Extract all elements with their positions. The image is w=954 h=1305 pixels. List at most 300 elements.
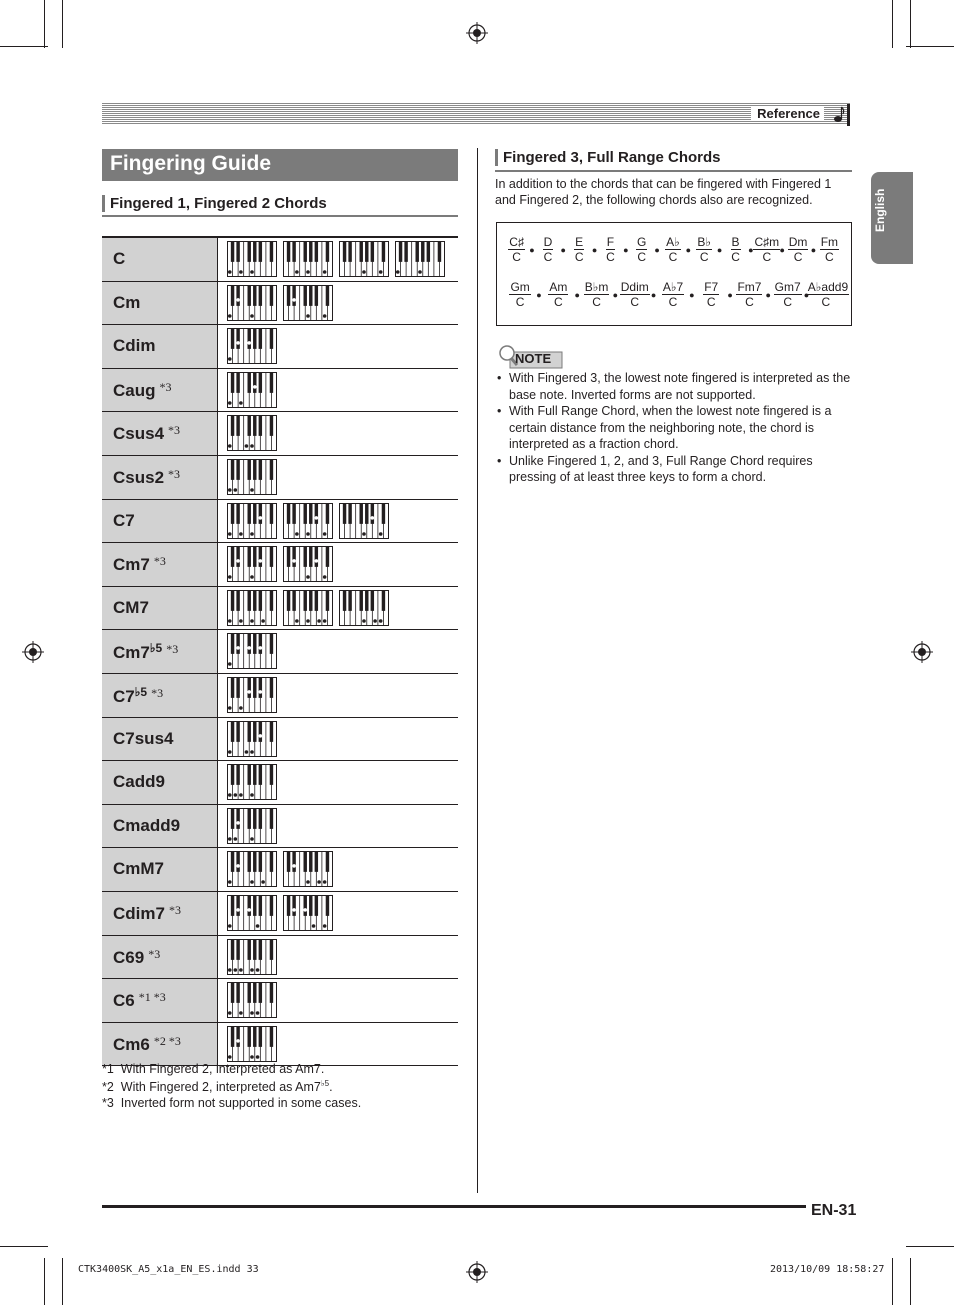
pressed-white-key-dot — [239, 619, 243, 623]
black-key — [259, 721, 262, 742]
black-key — [259, 328, 262, 349]
pressed-white-key-dot — [362, 619, 366, 623]
pressed-black-key-dot — [303, 908, 307, 912]
pressed-white-key-dot — [228, 793, 232, 797]
footer-rule — [102, 1205, 850, 1208]
black-key — [365, 241, 368, 262]
pressed-white-key-dot — [228, 837, 232, 841]
black-key — [270, 1026, 273, 1047]
fraction-chord-bass: C — [512, 250, 521, 264]
black-key — [438, 241, 441, 262]
pressed-white-key-dot — [317, 619, 321, 623]
pressed-white-key-dot — [306, 532, 310, 536]
black-key — [248, 328, 251, 349]
fraction-chord-top: G — [637, 235, 647, 249]
pressed-white-key-dot — [245, 750, 249, 754]
chord-symbol: Cadd9 — [113, 772, 165, 792]
keyboard-diagram — [227, 328, 277, 364]
black-key — [304, 590, 307, 611]
black-key — [248, 895, 251, 916]
separator-dot: ● — [689, 290, 695, 300]
chord-name — [113, 641, 178, 663]
black-key — [259, 503, 262, 524]
pressed-black-key-dot — [247, 690, 251, 694]
black-key — [259, 459, 262, 480]
fraction-chord-top: Gm7 — [774, 280, 801, 294]
crop-mark — [910, 1258, 911, 1305]
footnote-marker: *2 *3 — [153, 1033, 181, 1048]
black-key — [315, 590, 318, 611]
pressed-white-key-dot — [250, 750, 254, 754]
footnote-marker: *3 — [148, 946, 161, 961]
pressed-white-key-dot — [396, 270, 400, 274]
pressed-white-key-dot — [250, 793, 254, 797]
black-key — [248, 633, 251, 654]
chord-name-cell — [102, 412, 218, 455]
chord-name-cell — [102, 805, 218, 848]
chord-row — [102, 543, 458, 587]
note-label: NOTE — [515, 351, 552, 366]
black-key — [259, 939, 262, 960]
chord-row — [102, 587, 458, 631]
chord-name — [113, 685, 163, 707]
keyboard-cell — [218, 238, 458, 281]
chord-name — [113, 380, 172, 401]
fraction-chord-bass: C — [543, 250, 553, 264]
separator-dot: ● — [650, 290, 657, 300]
black-key — [259, 764, 262, 785]
separator-dot: ● — [779, 245, 785, 255]
black-key — [253, 895, 256, 916]
chord-row — [102, 761, 458, 805]
chord-symbol: Cm7 — [113, 643, 150, 663]
fraction-chord-top: E — [575, 235, 584, 249]
pressed-white-key-dot — [250, 619, 254, 623]
flat-five-superscript: ♭5 — [149, 641, 163, 656]
page-title: Fingering Guide — [110, 152, 271, 175]
black-key — [326, 285, 329, 306]
pressed-white-key-dot — [379, 270, 383, 274]
keyboard-diagram — [227, 939, 277, 975]
keyboard-frame — [228, 677, 277, 712]
black-key — [399, 241, 402, 262]
black-key — [248, 764, 251, 785]
chord-symbol: Cdim — [113, 336, 156, 356]
black-key — [270, 285, 273, 306]
pressed-white-key-dot — [312, 924, 316, 928]
chord-name-cell — [102, 325, 218, 368]
pressed-black-key-dot — [371, 516, 375, 520]
fraction-chord-top: C♯m — [754, 235, 780, 249]
chord-row — [102, 325, 458, 369]
pressed-white-key-dot — [228, 357, 232, 361]
keyboard-diagram — [227, 590, 277, 626]
keyboard-frame — [228, 634, 277, 669]
pressed-black-key-dot — [236, 821, 240, 825]
pressed-white-key-dot — [234, 488, 238, 492]
keyboard-cell — [218, 848, 458, 891]
chord-name — [113, 511, 135, 531]
slug-file: CTK3400SK_A5_x1a_EN_ES.indd 33 — [78, 1264, 259, 1275]
language-tab — [871, 172, 913, 264]
separator-dot: ● — [810, 245, 817, 255]
pressed-white-key-dot — [228, 488, 232, 492]
keyboard-diagram — [227, 677, 277, 713]
pressed-white-key-dot — [250, 532, 254, 536]
black-key — [231, 241, 234, 262]
crop-mark — [0, 1246, 48, 1247]
pressed-black-key-dot — [236, 559, 240, 563]
pressed-white-key-dot — [228, 706, 232, 710]
black-key — [360, 241, 363, 262]
crop-mark — [906, 1246, 954, 1247]
keyboard-diagram — [227, 1026, 277, 1062]
black-key — [348, 590, 351, 611]
black-key — [404, 241, 407, 262]
black-key — [259, 1026, 262, 1047]
fraction-chord-bass: C — [606, 250, 615, 264]
black-key — [315, 285, 318, 306]
black-key — [292, 851, 295, 872]
black-key — [421, 241, 424, 262]
subheading-rule — [495, 170, 852, 172]
black-key — [253, 764, 256, 785]
pressed-white-key-dot — [250, 1011, 254, 1015]
chord-symbol: CmM7 — [113, 859, 165, 879]
pressed-white-key-dot — [261, 881, 265, 885]
pressed-white-key-dot — [228, 445, 232, 449]
black-key — [248, 677, 251, 698]
fraction-chord-bass: C — [699, 250, 709, 264]
black-key — [343, 590, 346, 611]
black-key — [371, 590, 374, 611]
pressed-white-key-dot — [228, 270, 232, 274]
black-key — [236, 503, 239, 524]
chord-symbol: C7 — [113, 510, 135, 530]
chord-name — [113, 903, 181, 924]
black-key — [326, 546, 329, 567]
black-key — [253, 285, 256, 306]
footnote-marker: *3 — [151, 685, 164, 700]
black-key — [259, 241, 262, 262]
keyboard-diagram — [227, 633, 277, 669]
black-key — [253, 1026, 256, 1047]
fraction-chord-top: Dm — [788, 235, 808, 249]
black-key — [365, 503, 368, 524]
black-key — [292, 241, 295, 262]
fraction-chord-top: Ddim — [620, 280, 649, 294]
fraction-chord-top: Fm — [820, 235, 839, 249]
pressed-white-key-dot — [323, 575, 327, 579]
chord-name-cell — [102, 587, 218, 630]
black-key — [231, 982, 234, 1003]
black-key — [348, 503, 351, 524]
pressed-black-key-dot — [292, 864, 296, 868]
fraction-chord-bass: C — [783, 295, 792, 309]
section-label: Reference — [751, 106, 824, 121]
black-key — [231, 764, 234, 785]
black-key — [270, 677, 273, 698]
fraction-chord — [654, 280, 695, 309]
pressed-white-key-dot — [239, 401, 243, 405]
fraction-chord-bass: C — [592, 295, 601, 309]
black-key — [236, 241, 239, 262]
pressed-black-key-dot — [259, 559, 263, 563]
chord-name — [113, 816, 180, 836]
black-key — [231, 1026, 234, 1047]
note-item: • Unlike Fingered 1, 2, and 3, Full Range Chord requires pressing of at least three keys to form a chord. — [497, 453, 853, 486]
pressed-white-key-dot — [250, 575, 254, 579]
black-key — [365, 590, 368, 611]
black-key — [236, 546, 239, 567]
black-key — [309, 851, 312, 872]
footnote-marker: *3 — [168, 466, 181, 481]
pressed-white-key-dot — [228, 750, 232, 754]
fraction-chord — [626, 235, 660, 264]
black-key — [270, 328, 273, 349]
black-key — [248, 939, 251, 960]
keyboard-diagram — [227, 808, 277, 844]
pressed-white-key-dot — [306, 881, 310, 885]
black-key — [253, 851, 256, 872]
fraction-chord — [501, 235, 535, 264]
black-key — [343, 241, 346, 262]
keyboard-frame — [228, 895, 277, 930]
chord-row — [102, 718, 458, 762]
pressed-white-key-dot — [306, 619, 310, 623]
intro-paragraph: In addition to the chords that can be fingered with Fingered 1 and Fingered 2, the following chords also are recognized. — [495, 177, 832, 207]
keyboard-cell — [218, 805, 458, 848]
keyboard-diagram — [227, 415, 277, 451]
keyboard-cell — [218, 718, 458, 761]
keyboard-diagram — [227, 895, 277, 931]
black-key — [304, 503, 307, 524]
black-key — [427, 241, 430, 262]
black-key — [326, 895, 329, 916]
pressed-black-key-dot — [236, 864, 240, 868]
keyboard-cell — [218, 1023, 458, 1066]
black-key — [248, 1026, 251, 1047]
black-key — [270, 590, 273, 611]
black-key — [292, 590, 295, 611]
chord-row — [102, 1023, 458, 1067]
black-key — [309, 285, 312, 306]
pressed-white-key-dot — [317, 881, 321, 885]
black-key — [259, 808, 262, 829]
chord-row — [102, 238, 458, 282]
fraction-chord-top: Fm7 — [737, 280, 762, 294]
black-key — [259, 982, 262, 1003]
chord-name-cell — [102, 369, 218, 412]
pressed-white-key-dot — [228, 1011, 232, 1015]
footnote-marker: *1 *3 — [138, 990, 166, 1005]
fraction-chord — [532, 235, 563, 264]
black-key — [292, 503, 295, 524]
pressed-black-key-dot — [236, 1039, 240, 1043]
black-key — [253, 808, 256, 829]
pressed-white-key-dot — [323, 532, 327, 536]
chord-name-cell — [102, 674, 218, 717]
pressed-black-key-dot — [315, 559, 319, 563]
chord-name — [113, 423, 180, 444]
keyboard-cell — [218, 587, 458, 630]
pressed-white-key-dot — [362, 270, 366, 274]
chord-name-cell — [102, 718, 218, 761]
chord-name-cell — [102, 761, 218, 804]
keyboard-frame — [228, 372, 277, 407]
pressed-white-key-dot — [228, 924, 232, 928]
separator-dot: ● — [574, 290, 580, 300]
pressed-white-key-dot — [306, 575, 310, 579]
pressed-white-key-dot — [295, 270, 299, 274]
chord-name — [113, 772, 165, 792]
keyboard-frame — [228, 329, 277, 364]
fraction-chord — [751, 235, 785, 264]
fraction-chord — [769, 280, 810, 309]
black-key — [382, 503, 385, 524]
pressed-white-key-dot — [250, 445, 254, 449]
black-key — [259, 415, 262, 436]
pressed-white-key-dot — [256, 924, 260, 928]
chord-symbol: Csus2 — [113, 467, 165, 487]
pressed-white-key-dot — [379, 619, 383, 623]
chord-name-cell — [102, 1023, 218, 1066]
footnote-marker: *3 — [159, 379, 172, 394]
black-key — [231, 851, 234, 872]
black-key — [253, 372, 256, 393]
black-key — [382, 241, 385, 262]
fraction-chord — [657, 235, 688, 264]
pressed-white-key-dot — [323, 314, 327, 318]
chord-symbol: C7sus4 — [113, 728, 174, 748]
pressed-black-key-dot — [292, 908, 296, 912]
separator-dot: ● — [716, 245, 723, 255]
pressed-white-key-dot — [256, 968, 260, 972]
pressed-black-key-dot — [236, 908, 240, 912]
pressed-white-key-dot — [306, 314, 310, 318]
chord-name-cell — [102, 936, 218, 979]
footnote-marker: *3 — [168, 423, 181, 438]
chord-row — [102, 630, 458, 674]
fraction-chord-top: B♭m — [584, 280, 609, 294]
pressed-white-key-dot — [379, 532, 383, 536]
chord-name — [113, 990, 166, 1011]
chord-row — [102, 805, 458, 849]
chord-name — [113, 249, 125, 269]
fraction-chord — [564, 235, 598, 264]
footnote: *1 With Fingered 2, interpreted as Am7. — [102, 1062, 325, 1076]
separator-dot: ● — [536, 290, 542, 300]
black-key — [236, 633, 239, 654]
black-key — [270, 721, 273, 742]
separator-dot: ● — [765, 290, 771, 300]
black-key — [259, 590, 262, 611]
black-key — [326, 851, 329, 872]
black-key — [236, 939, 239, 960]
music-note-icon — [830, 104, 850, 126]
separator-dot: ● — [623, 245, 629, 255]
black-key — [236, 808, 239, 829]
pressed-white-key-dot — [295, 619, 299, 623]
separator-dot: ● — [560, 245, 566, 255]
black-key — [253, 503, 256, 524]
fraction-chord — [782, 235, 813, 264]
pressed-white-key-dot — [228, 532, 232, 536]
fraction-chord — [692, 280, 733, 309]
pressed-white-key-dot — [239, 270, 243, 274]
pressed-white-key-dot — [250, 837, 254, 841]
black-key — [231, 285, 234, 306]
black-key — [231, 546, 234, 567]
black-key — [287, 851, 290, 872]
keyboard-cell — [218, 500, 458, 543]
keyboard-diagram — [227, 721, 277, 757]
note-list — [497, 370, 853, 486]
column-divider — [477, 148, 478, 1193]
black-key — [270, 241, 273, 262]
black-key — [248, 241, 251, 262]
pressed-white-key-dot — [323, 924, 327, 928]
fraction-chord — [539, 280, 580, 309]
black-key — [231, 372, 234, 393]
pressed-black-key-dot — [236, 646, 240, 650]
pressed-white-key-dot — [234, 837, 238, 841]
black-key — [326, 590, 329, 611]
keyboard-diagram — [227, 285, 277, 321]
pressed-white-key-dot — [256, 1055, 260, 1059]
chord-row — [102, 674, 458, 718]
black-key — [287, 503, 290, 524]
chord-name — [113, 598, 149, 618]
fraction-chord — [720, 235, 754, 264]
left-subheading: Fingered 1, Fingered 2 Chords — [102, 195, 327, 212]
black-key — [371, 503, 374, 524]
pressed-white-key-dot — [239, 793, 243, 797]
keyboard-diagram — [227, 764, 277, 800]
black-key — [315, 503, 318, 524]
fraction-chord — [616, 280, 657, 309]
keyboard-diagram — [283, 503, 333, 539]
black-key — [248, 982, 251, 1003]
pressed-white-key-dot — [295, 532, 299, 536]
black-key — [292, 546, 295, 567]
fraction-chord-top: F — [606, 235, 615, 249]
chord-name-cell — [102, 630, 218, 673]
fraction-chord-top: A♭7 — [662, 280, 684, 294]
pressed-black-key-dot — [236, 298, 240, 302]
chord-row — [102, 369, 458, 413]
chord-name — [113, 947, 160, 968]
crop-mark — [62, 1258, 63, 1305]
black-key — [236, 895, 239, 916]
black-key — [253, 459, 256, 480]
keyboard-cell — [218, 543, 458, 586]
fraction-chord-bass: C — [731, 250, 740, 264]
black-key — [348, 241, 351, 262]
black-key — [248, 415, 251, 436]
pressed-black-key-dot — [259, 516, 263, 520]
black-key — [304, 546, 307, 567]
keyboard-cell — [218, 369, 458, 412]
chord-row — [102, 456, 458, 500]
black-key — [231, 459, 234, 480]
black-key — [304, 285, 307, 306]
separator-dot: ● — [612, 290, 619, 300]
crop-mark — [44, 0, 45, 48]
separator-dot: ● — [727, 290, 733, 300]
fraction-chord — [577, 280, 615, 309]
pressed-white-key-dot — [239, 532, 243, 536]
